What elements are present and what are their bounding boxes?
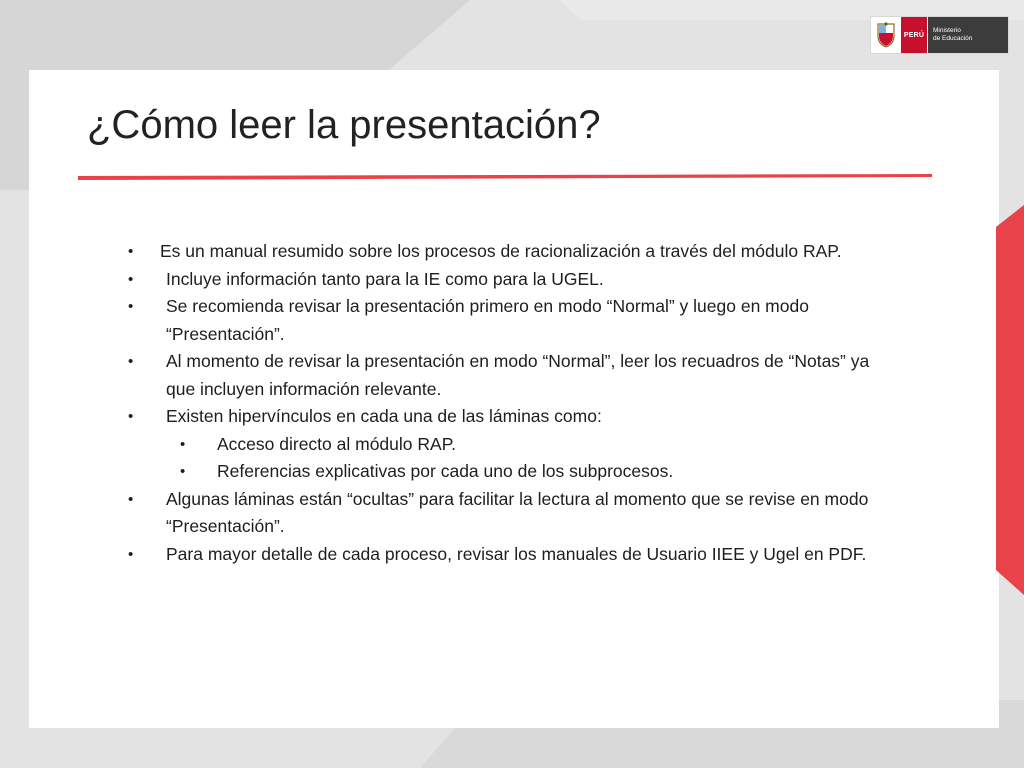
bullet-text: Incluye información tanto para la IE como para la UGEL.: [166, 268, 604, 289]
bullet-dot: •: [128, 545, 134, 563]
coat-of-arms-icon: [871, 17, 901, 53]
bullet-item: [125, 293, 895, 348]
sub-bullet-item: [125, 458, 895, 486]
bullet-text: Existen hipervínculos en cada una de las láminas como:: [166, 406, 602, 426]
sub-bullet-item: [125, 431, 895, 459]
bullet-dot: •: [128, 353, 134, 370]
peru-label: PERÚ: [901, 17, 927, 53]
bullet-item: [125, 486, 895, 541]
bullet-item: [125, 348, 895, 403]
bullet-text: Al momento de revisar la presentación en modo “Normal”, leer los recuadros de “Notas” ya que incluyen información relevante.: [166, 351, 870, 399]
bullet-item: [125, 238, 895, 266]
bullet-text: Se recomienda revisar la presentación primero en modo “Normal” y luego en modo “Presentación”.: [166, 296, 809, 344]
bullet-item: [125, 403, 895, 431]
bullet-dot: •: [128, 270, 134, 288]
bullet-item: [125, 266, 895, 294]
ministry-label: [928, 17, 1008, 53]
bullet-text: Algunas láminas están “ocultas” para facilitar la lectura al momento que se revise en modo “Presentación”.: [166, 488, 869, 536]
bullet-dot: •: [180, 463, 186, 480]
title-underline: [78, 173, 932, 181]
bullet-text: Para mayor detalle de cada proceso, revisar los manuales de Usuario IIEE y Ugel en PDF.: [166, 543, 867, 564]
bullet-dot: •: [180, 435, 186, 453]
bullet-dot: •: [128, 243, 134, 260]
ministry-line-2: de Educación: [933, 35, 973, 42]
ministry-line-1: Ministerio: [933, 27, 961, 34]
bullet-text: Acceso directo al módulo RAP.: [217, 433, 456, 454]
bullet-text: Es un manual resumido sobre los procesos de racionalización a través del módulo RAP.: [160, 241, 842, 261]
bullet-dot: •: [128, 490, 134, 508]
ministry-logo: [871, 17, 1008, 53]
bullet-dot: •: [128, 408, 134, 425]
bullet-text: Referencias explicativas por cada uno de los subprocesos.: [217, 461, 674, 481]
bullet-item: [125, 541, 895, 569]
slide-title: ¿Cómo leer la presentación?: [87, 103, 601, 147]
side-accent-tab: [996, 205, 1024, 595]
bullet-list: [125, 238, 895, 568]
bullet-dot: •: [128, 298, 134, 315]
